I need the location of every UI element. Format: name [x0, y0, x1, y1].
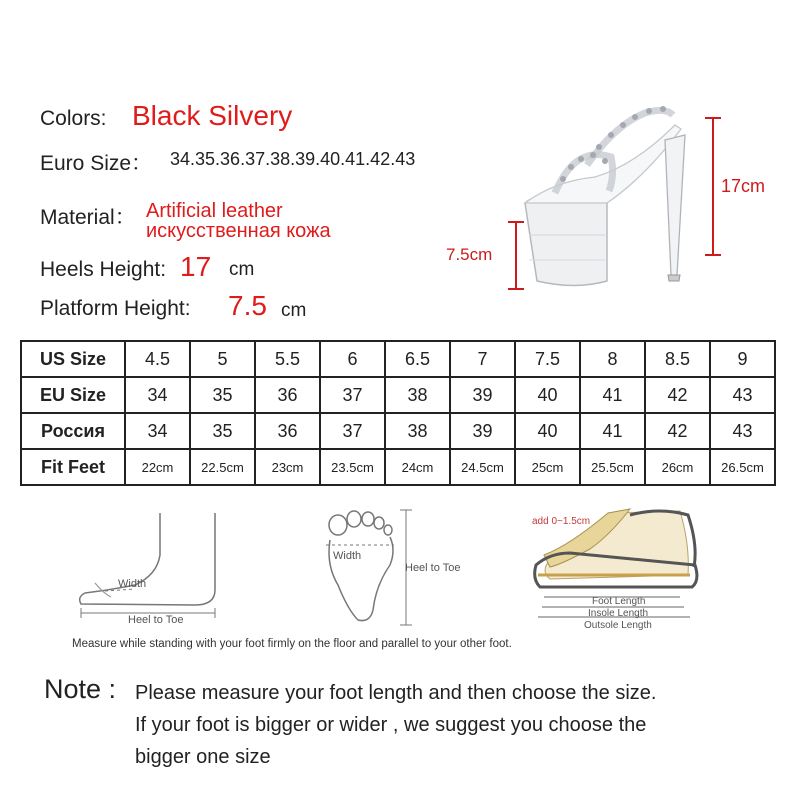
- top-heel-to-toe-label: Heel to Toe: [405, 562, 461, 574]
- size-table-cell: 34: [125, 377, 190, 413]
- size-table-cell: 22.5cm: [190, 449, 255, 485]
- size-table-cell: 5.5: [255, 341, 320, 377]
- side-width-label: Width: [118, 578, 147, 590]
- size-table-cell: 43: [710, 413, 775, 449]
- size-table-cell: 7.5: [515, 341, 580, 377]
- material-value-ru: искусственная кожа: [146, 220, 331, 242]
- euro-size-label: Euro Size：: [40, 152, 153, 175]
- size-table-cell: 41: [580, 413, 645, 449]
- total-height-line: [712, 117, 714, 255]
- size-table-cell: 25cm: [515, 449, 580, 485]
- foot-length-label: Foot Length: [592, 596, 646, 607]
- size-table-cell: 9: [710, 341, 775, 377]
- size-table-cell: 40: [515, 413, 580, 449]
- note-label: Note :: [44, 674, 117, 704]
- note-line-3: bigger one size: [135, 746, 271, 768]
- platform-height-unit: cm: [281, 300, 307, 321]
- size-table-cell: 37: [320, 413, 385, 449]
- size-table-cell: 34: [125, 413, 190, 449]
- platform-height-value: 7.5: [228, 290, 267, 321]
- size-table-row-header: Россия: [21, 413, 125, 449]
- size-table-cell: 41: [580, 377, 645, 413]
- platform-height-tick-top: [508, 221, 524, 223]
- size-table-row: [21, 377, 775, 413]
- heel-height-value: 17: [180, 251, 212, 282]
- size-table-row-header: Fit Feet: [21, 449, 125, 485]
- size-table-cell: 26cm: [645, 449, 710, 485]
- size-table-row: [21, 449, 775, 485]
- size-table-cell: 8: [580, 341, 645, 377]
- size-table-cell: 35: [190, 377, 255, 413]
- colors-value: Black Silvery: [132, 100, 293, 131]
- add-length-note: add 0~1.5cm: [532, 516, 591, 527]
- size-table-cell: 22cm: [125, 449, 190, 485]
- size-table-cell: 23.5cm: [320, 449, 385, 485]
- size-table-cell: 6: [320, 341, 385, 377]
- size-table-row-header: EU Size: [21, 377, 125, 413]
- size-table-cell: 8.5: [645, 341, 710, 377]
- size-table-cell: 38: [385, 413, 450, 449]
- material-label: Material：: [40, 206, 136, 229]
- colors-label: Colors:: [40, 107, 107, 130]
- total-height-label: 17cm: [721, 176, 766, 196]
- platform-height-tick-bottom: [508, 288, 524, 290]
- euro-size-value: 34.35.36.37.38.39.40.41.42.43: [170, 149, 416, 169]
- size-table-cell: 35: [190, 413, 255, 449]
- size-table-cell: 39: [450, 413, 515, 449]
- size-table-cell: 39: [450, 377, 515, 413]
- size-table-cell: 40: [515, 377, 580, 413]
- size-table-cell: 25.5cm: [580, 449, 645, 485]
- foot-side-view-diagram: [75, 505, 245, 630]
- size-table-cell: 23cm: [255, 449, 320, 485]
- platform-height-label: Platform Height:: [40, 297, 191, 320]
- size-table-cell: 7: [450, 341, 515, 377]
- size-table-row: [21, 413, 775, 449]
- size-chart-table: [20, 340, 776, 486]
- size-table-cell: 24.5cm: [450, 449, 515, 485]
- note-line-2: If your foot is bigger or wider , we suggest you choose the: [135, 714, 647, 736]
- outsole-length-label: Outsole Length: [584, 620, 652, 631]
- material-value-en: Artificial leather: [146, 200, 283, 222]
- top-width-label: Width: [333, 550, 362, 562]
- heel-height-unit: cm: [229, 259, 255, 280]
- size-table-cell: 6.5: [385, 341, 450, 377]
- side-heel-to-toe-label: Heel to Toe: [128, 614, 184, 626]
- platform-height-line: [515, 221, 517, 289]
- size-table-row: [21, 341, 775, 377]
- size-table-row-header: US Size: [21, 341, 125, 377]
- size-table-cell: 42: [645, 377, 710, 413]
- size-table-cell: 5: [190, 341, 255, 377]
- total-height-tick-bottom: [705, 254, 721, 256]
- measure-instruction: Measure while standing with your foot firmly on the floor and parallel to your other foot.: [72, 638, 512, 650]
- size-table-cell: 4.5: [125, 341, 190, 377]
- sandal-product-image: [515, 85, 715, 305]
- total-height-tick-top: [705, 117, 721, 119]
- size-table-cell: 24cm: [385, 449, 450, 485]
- size-table-cell: 37: [320, 377, 385, 413]
- platform-height-label: 7.5cm: [446, 245, 493, 264]
- size-table-cell: 42: [645, 413, 710, 449]
- heel-height-label: Heels Height:: [40, 258, 167, 281]
- size-table-cell: 26.5cm: [710, 449, 775, 485]
- note-line-1: Please measure your foot length and then choose the size.: [135, 682, 657, 704]
- size-table-cell: 43: [710, 377, 775, 413]
- size-table-cell: 38: [385, 377, 450, 413]
- size-table-cell: 36: [255, 377, 320, 413]
- size-table-cell: 36: [255, 413, 320, 449]
- insole-length-label: Insole Length: [588, 608, 649, 619]
